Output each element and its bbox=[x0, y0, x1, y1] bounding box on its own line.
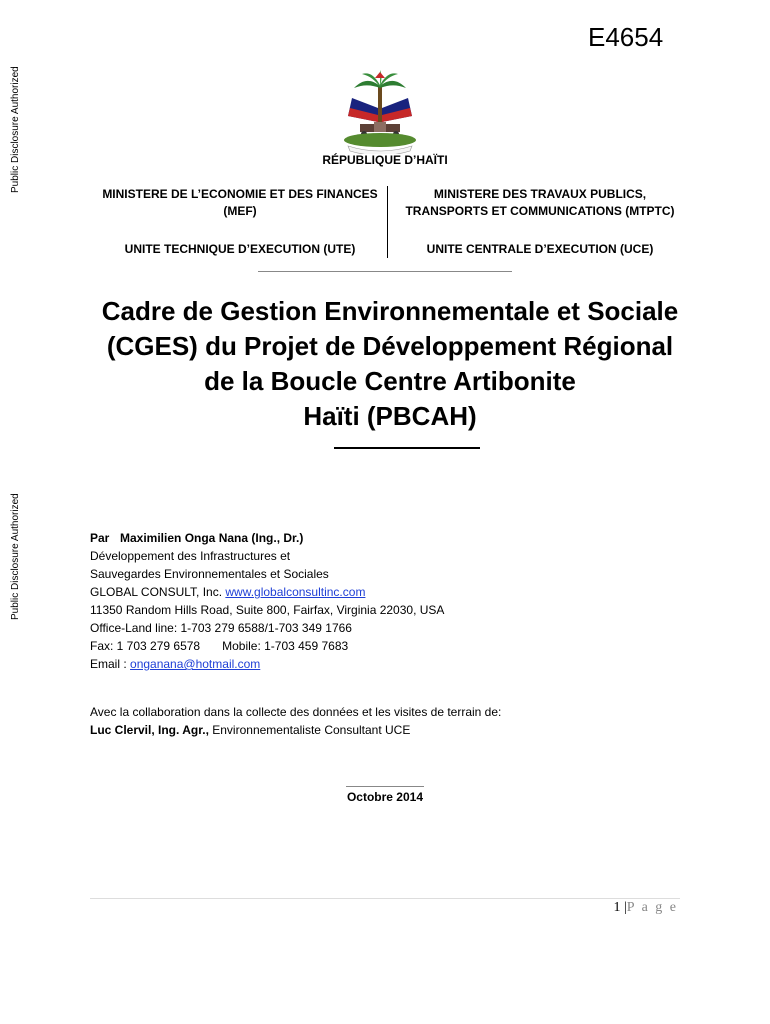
author-par-label: Par bbox=[90, 531, 110, 545]
ministry-left-name: MINISTERE DE L’ECONOMIE ET DES FINANCES bbox=[102, 187, 378, 201]
title-line-1: Cadre de Gestion Environnementale et Sociale bbox=[101, 296, 679, 326]
author-phone: Office-Land line: 1-703 279 6588/1-703 349 1766 bbox=[90, 621, 352, 635]
ministry-right-name: MINISTERE DES TRAVAUX PUBLICS, bbox=[433, 187, 647, 201]
author-email-line bbox=[90, 655, 710, 673]
ministry-right bbox=[390, 186, 690, 220]
page-word: P a g e bbox=[626, 900, 678, 915]
title-underline bbox=[334, 447, 480, 449]
ministries-header bbox=[90, 186, 690, 260]
date-separator bbox=[346, 786, 424, 787]
ministry-right-name-cont: TRANSPORTS ET COMMUNICATIONS (MTPTC) bbox=[405, 204, 675, 218]
author-email-label: Email : bbox=[90, 657, 131, 671]
author-email-link[interactable]: onganana@hotmail.com bbox=[130, 657, 261, 671]
public-disclosure-label-middle: Public Disclosure Authorized bbox=[10, 493, 21, 620]
author-fax-mobile-line bbox=[90, 637, 710, 655]
author-mobile: Mobile: 1-703 459 7683 bbox=[222, 639, 349, 653]
author-address: 11350 Random Hills Road, Suite 800, Fairfax, Virginia 22030, USA bbox=[90, 603, 445, 617]
author-dept-line-2: Sauvegardes Environnementales et Sociales bbox=[90, 567, 329, 581]
author-name: Maximilien Onga Nana (Ing., Dr.) bbox=[120, 531, 304, 545]
page-separator: | bbox=[623, 900, 627, 915]
page-footer bbox=[613, 900, 678, 916]
ministry-left-acronym: (MEF) bbox=[223, 204, 257, 218]
collaboration-credit-line bbox=[90, 721, 710, 739]
author-fax: Fax: 1 703 279 6578 bbox=[90, 639, 201, 653]
author-company: GLOBAL CONSULT, Inc. bbox=[90, 585, 226, 599]
ministry-left bbox=[90, 186, 390, 220]
country-heading: RÉPUBLIQUE D’HAÏTI bbox=[322, 153, 448, 167]
ministry-right-unit: UNITE CENTRALE D’EXECUTION (UCE) bbox=[426, 242, 654, 256]
header-separator bbox=[258, 271, 512, 272]
author-dept-line-1: Développement des Infrastructures et bbox=[90, 549, 291, 563]
author-company-line bbox=[90, 583, 710, 601]
document-title bbox=[90, 294, 690, 434]
author-name-line bbox=[90, 529, 710, 547]
title-line-4: Haïti (PBCAH) bbox=[303, 401, 477, 431]
haiti-coat-of-arms-icon bbox=[330, 68, 430, 154]
collaboration-intro: Avec la collaboration dans la collecte des données et les visites de terrain de: bbox=[90, 705, 502, 719]
ministries-divider bbox=[387, 186, 388, 258]
author-block bbox=[90, 529, 710, 673]
collaboration-block bbox=[90, 703, 710, 739]
title-line-3: de la Boucle Centre Artibonite bbox=[204, 366, 576, 396]
collaborator-name: Luc Clervil, Ing. Agr., bbox=[90, 723, 209, 737]
collaborator-role: Environnementaliste Consultant UCE bbox=[208, 723, 411, 737]
title-line-2: (CGES) du Projet de Développement Régional bbox=[106, 331, 674, 361]
document-date: Octobre 2014 bbox=[346, 790, 424, 804]
company-website-link[interactable]: www.globalconsultinc.com bbox=[225, 585, 366, 599]
footer-rule bbox=[90, 898, 680, 899]
page-number: 1 bbox=[613, 900, 621, 915]
document-number: E4654 bbox=[588, 22, 664, 52]
public-disclosure-label-top: Public Disclosure Authorized bbox=[10, 66, 21, 193]
ministry-left-unit: UNITE TECHNIQUE D’EXECUTION (UTE) bbox=[124, 242, 356, 256]
